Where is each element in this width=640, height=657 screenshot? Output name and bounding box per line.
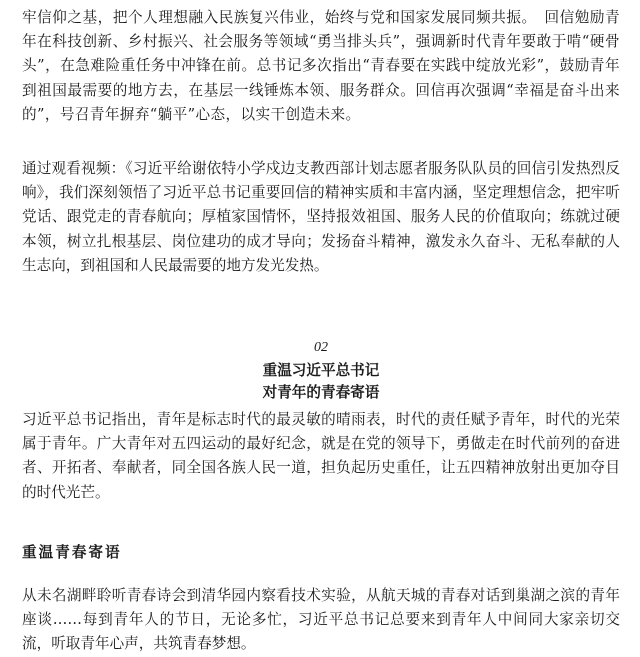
video-reflection-paragraph: 通过观看视频：《习近平给谢依特小学戍边支教西部计划志愿者服务队队员的回信引发热烈反响》，我们深刻领悟了习近平总书记重要回信的精神实质和丰富内涵，坚定理想信念，把牢听党话、跟党走的青春航向；厚植家国情怀，坚持报效祖国、服务人民的价值取向；练就过硬本领，树立扎根基层、岗位建功的成才导向；发扬奋斗精神，激发永久奋斗、无私奉献的人生志向，到祖国和人民最需要的地方发光发热。 (22, 160, 620, 274)
youth-quote-paragraph: 习近平总书记指出，青年是标志时代的最灵敏的晴雨表，时代的责任赋予青年，时代的光荣属于青年。广大青年对五四运动的最好纪念，就是在党的领导下，勇做走在时代前列的奋进者、开拓者、奉献者，同全国各族人民一道，担负起历史重任，让五四精神放射出更加夺目的时代光芒。 (22, 411, 620, 501)
section-title (22, 360, 620, 404)
section-number: 02 (314, 340, 328, 355)
article-page (22, 0, 620, 653)
section-title-line-2: 对青年的青春寄语 (262, 384, 380, 401)
letter-paragraph: 牢信仰之基，把个人理想融入民族复兴伟业，始终与党和国家发展同频共振。 回信勉励青年在科技创新、乡村振兴、社会服务等领域“勇当排头兵”，强调新时代青年要敢于啃“硬骨头”，在急难险重任务中冲锋在前。总书记多次指出“青春要在实践中绽放光彩”，鼓励青年到祖国最需要的地方去，在基层一线锤炼本领、服务群众。回信再次强调“幸福是奋斗出来的”，号召青年摒弃“躺平”心态，以实干创造未来。 (22, 9, 620, 123)
section-title-line-1: 重温习近平总书记 (262, 362, 380, 379)
sub-heading: 重温青春寄语 (22, 544, 122, 561)
closing-paragraph: 从未名湖畔聆听青春诗会到清华园内察看技术实验，从航天城的青春对话到巢湖之滨的青年座谈……每到青年人的节日，无论多忙，习近平总书记总要来到青年人中间同大家亲切交流，听取青年心声，共筑青春梦想。 (22, 587, 620, 653)
